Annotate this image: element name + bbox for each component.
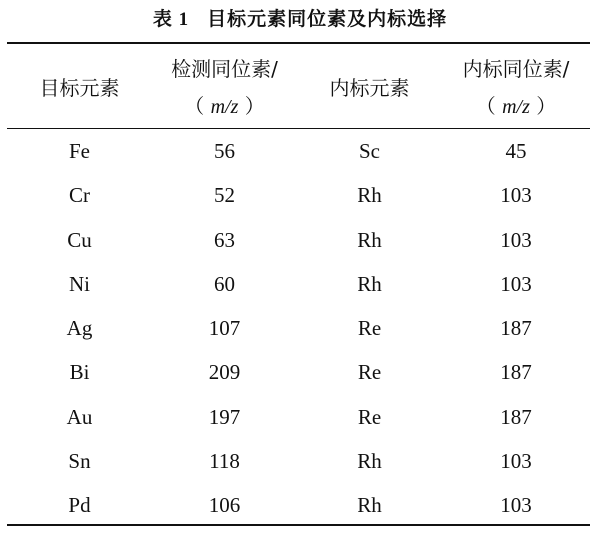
table-title: 目标元素同位素及内标选择 — [207, 8, 448, 30]
cell-target-element: Sn — [68, 449, 91, 474]
cell-internal-standard: Rh — [357, 183, 382, 208]
cell-detected-isotope: 56 — [214, 139, 235, 163]
cell-internal-standard: Re — [357, 360, 382, 385]
cell-target-element: Cu — [67, 227, 92, 252]
cell-detected-isotope: 52 — [214, 183, 235, 208]
cell-target-element: Ni — [69, 271, 90, 296]
header-detected-isotope: 检测同位素/ （ m/z ） — [171, 57, 278, 118]
cell-target-element: Bi — [69, 360, 90, 385]
table-row — [7, 350, 590, 394]
cell-detected-isotope: 63 — [214, 227, 235, 252]
cell-detected-isotope: 107 — [208, 316, 241, 341]
cell-internal-isotope: 103 — [500, 271, 532, 296]
table-row — [7, 129, 590, 173]
cell-internal-isotope: 103 — [500, 183, 532, 208]
cell-internal-isotope: 187 — [500, 360, 532, 385]
table-row — [7, 306, 590, 350]
cell-detected-isotope: 209 — [208, 360, 241, 385]
table-row — [7, 395, 590, 439]
cell-internal-isotope: 103 — [500, 449, 532, 474]
cell-internal-standard: Sc — [359, 139, 380, 163]
cell-detected-isotope: 106 — [208, 493, 241, 518]
cell-internal-standard: Re — [357, 316, 382, 341]
table-row — [7, 262, 590, 306]
cell-internal-standard: Rh — [357, 271, 382, 296]
cell-target-element: Au — [66, 404, 93, 429]
table-row — [7, 439, 590, 483]
cell-internal-standard: Re — [357, 404, 382, 429]
table-row — [7, 218, 590, 262]
cell-internal-isotope: 187 — [500, 316, 532, 341]
table-row — [7, 483, 590, 527]
cell-detected-isotope: 197 — [208, 404, 241, 429]
cell-internal-standard: Rh — [357, 493, 382, 518]
table-header — [7, 44, 590, 128]
cell-internal-isotope: 103 — [500, 227, 532, 252]
header-internal-isotope: 内标同位素/ （ m/z ） — [462, 57, 570, 118]
bottom-rule — [7, 524, 590, 526]
cell-detected-isotope: 118 — [209, 449, 240, 474]
cell-internal-isotope: 187 — [500, 404, 532, 429]
cell-internal-standard: Rh — [357, 449, 382, 474]
cell-target-element: Cr — [69, 183, 90, 208]
cell-target-element: Fe — [69, 139, 90, 163]
table-row — [7, 173, 590, 217]
header-target-element: 目标元素 — [39, 75, 120, 100]
table-body — [7, 129, 590, 528]
cell-target-element: Ag — [66, 316, 93, 341]
cell-internal-standard: Rh — [357, 227, 382, 252]
cell-detected-isotope: 60 — [214, 271, 235, 296]
cell-internal-isotope: 103 — [500, 493, 532, 518]
cell-target-element: Pd — [68, 493, 91, 518]
table-caption — [0, 4, 600, 31]
header-internal-standard: 内标元素 — [329, 75, 410, 100]
cell-internal-isotope: 45 — [505, 139, 527, 163]
table-number: 表 1 — [152, 9, 190, 30]
